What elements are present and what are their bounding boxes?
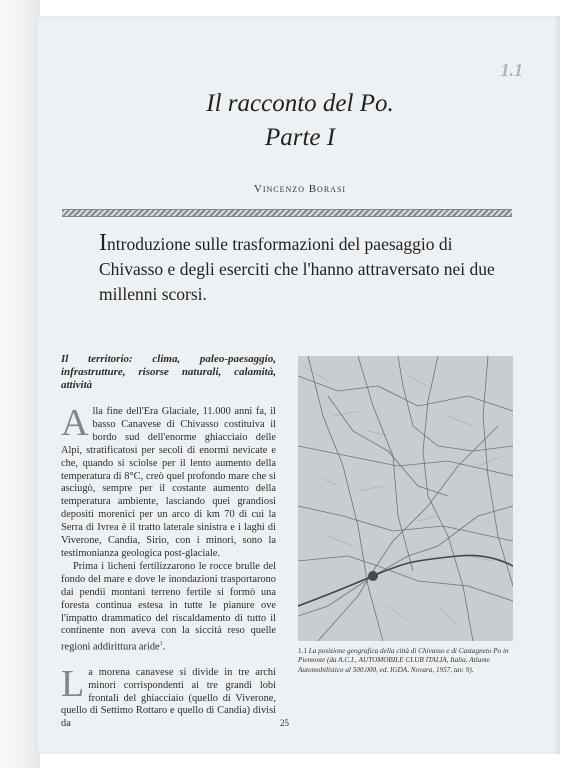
- paragraph-3: [61, 662, 276, 732]
- page-number: 25: [280, 718, 289, 728]
- caption-number: 1.1: [298, 647, 307, 655]
- paragraph-3-text: a morena canavese si divide in tre archi minori corrispondenti ai tre grandi lobi frontali del ghiacciaio (quello di Viverone, quello di Settimo Rottaro e quello di Candia) divisi da: [61, 666, 276, 730]
- section-number: 1.1: [500, 60, 523, 80]
- historic-road-map: [298, 356, 513, 641]
- author-name: Vincenzo Borasi: [253, 183, 347, 195]
- body-column: [61, 353, 276, 731]
- subtitle-text: ntroduzione sulle trasformazioni del paesaggio di Chivasso e degli eserciti che l'hanno attraversato nei due millenni scorsi.: [99, 234, 495, 304]
- subtitle-initial: I: [99, 230, 107, 256]
- paragraph-2-text: Prima i licheni fertilizzarono le rocce brulle del fondo del mare e dove le inondazioni trasportarono dai pendii montani terreno fertile si formò una foresta continua estesa in tutte le pianure ove l'impatto drammatico del riscaldamento di tutto il continente non aveva con la siccità reso quelle regioni addirittura aride: [61, 560, 276, 653]
- paragraph-1-text: lla fine dell'Era Glaciale, 11.000 anni fa, il basso Canavese di Chivasso costituiva il bordo sud dell'enorme ghiacciaio delle Alpi, stratificatosi per secoli di enormi nevicate e che, quando si sciolse per il lento aumento della temperatura di 8°C, creò quel profondo mare che si asciugò, sempre per il costante aumento della temperatura ambiente, lasciando quei grandiosi depositi morenici per un arco di km 70 di cui la Serra di Ivrea è il tratto laterale sinistra e i laghi di Viverone, Candia, Sirio, con i minori, sono la testimonianza geologica post-glaciale.: [61, 406, 276, 559]
- title-line-1: Il racconto del Po.: [206, 90, 394, 117]
- article-subtitle: [99, 231, 519, 307]
- decorative-rope-divider: [62, 209, 512, 217]
- paragraph-2: Prima i licheni fertilizzarono le rocce brulle del fondo del mare e dove le inondazioni trasportarono dai pendii montani terreno fertile si formò una foresta continua estesa in tutte le pianure ove l'impatto drammatico del riscaldamento di tutto il continente non aveva con la siccità reso quelle regioni addirittura aride$^1$.: [61, 560, 276, 653]
- title-line-2: Parte I: [264, 124, 336, 151]
- drop-cap-l: L: [61, 662, 85, 705]
- paragraph-1: [61, 402, 276, 561]
- map-drawing: [298, 356, 513, 641]
- drop-cap-a: A: [61, 402, 89, 444]
- section-heading: Il territorio: clima, paleo-paesaggio, infrastrutture, risorse naturali, calamità, attività: [61, 353, 276, 391]
- article-title: [205, 87, 395, 155]
- figure-caption: [298, 647, 514, 675]
- caption-text: La posizione geografica della città di Chivasso e di Castagneto Po in Piemonte (da A.C.I., AUTOMOBILE CLUB ITALIA, Italia, Atlante Automobilistico al 500.000, ed. IGDA, Novara, 1957, tav. 9).: [298, 647, 509, 674]
- footnote-ref: 1: [159, 641, 163, 648]
- book-spine: [0, 0, 40, 768]
